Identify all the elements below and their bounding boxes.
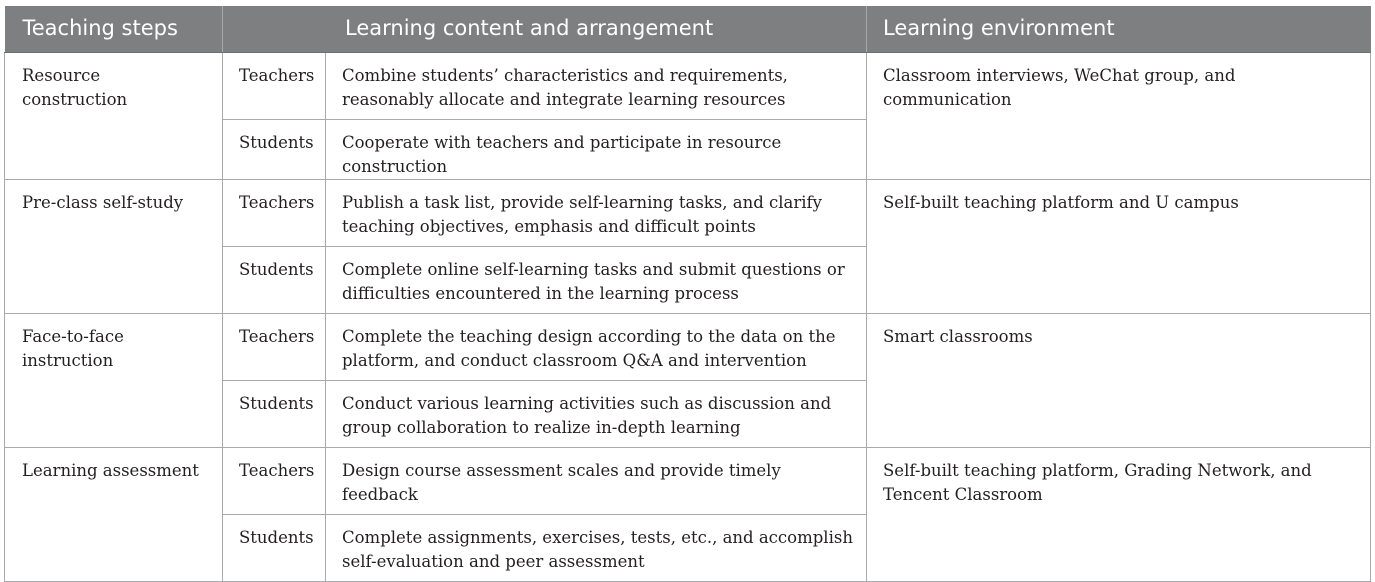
header-learning-content: Learning content and arrangement — [223, 6, 867, 53]
role-cell: Teachers — [223, 314, 326, 381]
step-cell: Resource construction — [5, 53, 223, 180]
table-row — [5, 53, 1371, 120]
role-cell: Students — [223, 247, 326, 314]
table-header-row — [5, 6, 1371, 53]
content-cell: Design course assessment scales and provide timely feedback — [326, 448, 867, 515]
table-row — [5, 180, 1371, 247]
role-cell: Students — [223, 120, 326, 180]
role-cell: Teachers — [223, 448, 326, 515]
step-cell: Learning assessment — [5, 448, 223, 582]
table-row — [5, 448, 1371, 515]
role-cell: Students — [223, 515, 326, 582]
role-cell: Teachers — [223, 53, 326, 120]
step-cell: Pre-class self-study — [5, 180, 223, 314]
content-cell: Publish a task list, provide self-learning tasks, and clarify teaching objectives, emphasis and difficult points — [326, 180, 867, 247]
step-cell: Face-to-face instruction — [5, 314, 223, 448]
header-learning-environment: Learning environment — [867, 6, 1371, 53]
environment-cell: Self-built teaching platform, Grading Network, and Tencent Classroom — [867, 448, 1371, 582]
table-row — [5, 314, 1371, 381]
content-cell: Complete the teaching design according to the data on the platform, and conduct classroom Q&A and intervention — [326, 314, 867, 381]
environment-cell: Smart classrooms — [867, 314, 1371, 448]
role-cell: Students — [223, 381, 326, 448]
content-cell: Complete assignments, exercises, tests, etc., and accomplish self-evaluation and peer assessment — [326, 515, 867, 582]
environment-cell: Classroom interviews, WeChat group, and communication — [867, 53, 1371, 180]
environment-cell: Self-built teaching platform and U campus — [867, 180, 1371, 314]
content-cell: Conduct various learning activities such as discussion and group collaboration to realize in-depth learning — [326, 381, 867, 448]
role-cell: Teachers — [223, 180, 326, 247]
teaching-steps-table — [4, 6, 1371, 582]
header-teaching-steps: Teaching steps — [5, 6, 223, 53]
content-cell: Cooperate with teachers and participate in resource construction — [326, 120, 867, 180]
content-cell: Combine students’ characteristics and requirements, reasonably allocate and integrate learning resources — [326, 53, 867, 120]
content-cell: Complete online self-learning tasks and submit questions or difficulties encountered in the learning process — [326, 247, 867, 314]
